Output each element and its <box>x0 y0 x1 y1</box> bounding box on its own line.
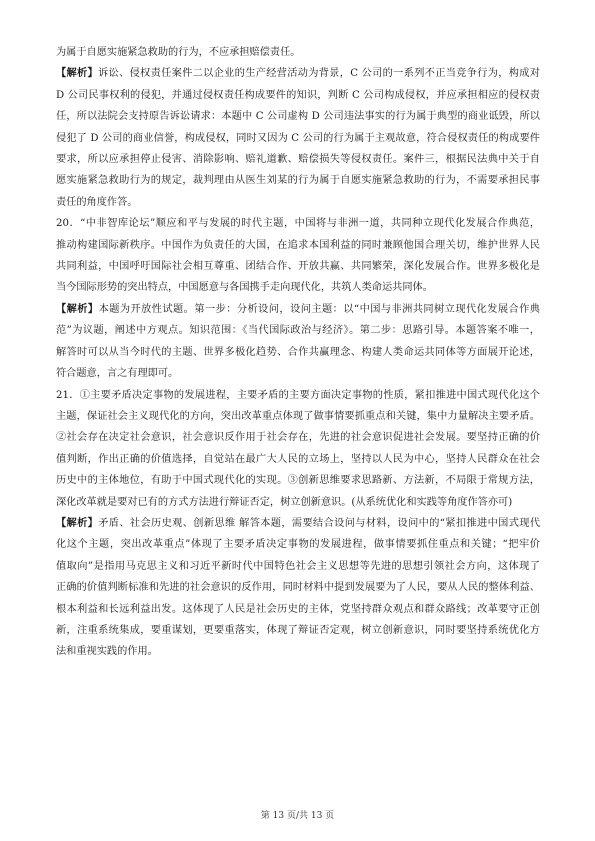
line-text: 侵犯了 D 公司的商业信誉，构成侵权，同时又因为 C 公司的行为属于主观故意，符合侵权责任的构成要件 <box>56 132 540 144</box>
text-line <box>56 534 540 555</box>
line-text: 正确的价值判断标准和先进的社会意识的反作用，同时材料中提到发展要为了人民，要从人民的整体利益、 <box>56 582 540 594</box>
text-line <box>56 170 540 191</box>
text-line <box>56 620 540 641</box>
line-text: 解答时可以从当今时代的主题、世界多极化趋势、合作共赢理念、构建人类命运共同体等方面展开论述， <box>56 346 540 358</box>
text-line <box>56 492 540 513</box>
text-line <box>56 63 540 84</box>
line-text: 主题，保证社会主义现代化的方向，突出改革重点体现了做事情要抓重点和关键，集中力量解决主要矛盾。 <box>56 410 540 422</box>
text-line <box>56 42 540 63</box>
line-text: 任，所以法院会支持原告诉讼请求：本题中 C 公司虚构 D 公司违法事实的行为属于典型的商业诋毁，所以 <box>56 111 540 123</box>
page-footer: 第 13 页/共 13 页 <box>260 811 335 821</box>
paragraph-p18-analysis <box>56 63 540 213</box>
line-text: 20．“中非智库论坛”顺应和平与发展的时代主题，中国将与非洲一道，共同种立现代化发展合作典范， <box>56 218 540 230</box>
text-line <box>56 449 540 470</box>
line-text: 历史中的主体地位，有助于中国式现代化的实现。③创新思维要求思路新、方法新，不局限于常规方法， <box>56 475 540 487</box>
text-line <box>56 342 540 363</box>
line-text: 要求，所以应承担停止侵害、消除影响、赔礼道歉、赔偿损失等侵权责任。案件三，根据民法典中关于自 <box>56 154 540 166</box>
paragraph-p18-end <box>56 42 540 63</box>
text-line <box>56 149 540 170</box>
text-line <box>56 320 540 341</box>
paragraph-q20-answer <box>56 213 540 299</box>
text-line <box>56 106 540 127</box>
line-text: 当今国际形势的突出特点，中国愿意与各国携手走向现代化，共筑人类命运共同体。 <box>56 282 433 294</box>
text-line <box>56 128 540 149</box>
line-text: 愿实施紧急救助行为的规定，裁判理由从医生刘某的行为属于自愿实施紧急救助的行为，不需要承担民事 <box>56 175 540 187</box>
line-text: 根本利益和长远利益出发。这体现了人民是社会历史的主体，党坚持群众观点和群众路线；改革要守正创 <box>56 603 540 615</box>
paragraph-q21-answer <box>56 385 540 513</box>
text-line <box>56 85 540 106</box>
line-text: 法和重视实践的作用。 <box>56 646 158 658</box>
text-line <box>56 363 540 384</box>
line-text: 值取向”是指用马克思主义和习近平新时代中国特色社会主义思想等先进的思想引领社会方向，这体现了 <box>56 560 540 572</box>
line-text: 为属于自愿实施紧急救助的行为，不应承担赔偿责任。 <box>56 47 301 58</box>
line-text: 新，注重系统集成，要重谋划，更要重落实，体现了辩证否定观，树立创新意识，同时要坚持系统优化方 <box>56 624 540 636</box>
line-text: 21．①主要矛盾决定事物的发展进程，主要矛盾的主要方面决定事物的性质，紧扣推进中国式现代化这个 <box>56 389 540 401</box>
line-text: 推动构建国际新秩序。中国作为负责任的大国，在追求本国利益的同时兼顾他国合理关切，维护世界人民 <box>56 239 540 251</box>
line-text: 矛盾、社会历史观、创新思维 解答本题，需要结合设问与材料，设问中的“紧扣推进中国式现代 <box>98 517 540 529</box>
line-text: 责任的角度作答。 <box>56 196 138 208</box>
line-text: 深化改革就是要对已有的方式方法进行辩证否定，树立创新意识。(从系统优化和实践等角度作答亦可) <box>56 496 513 508</box>
text-line <box>56 299 540 320</box>
text-line <box>56 192 540 213</box>
text-line <box>56 406 540 427</box>
text-line <box>56 256 540 277</box>
paragraph-q20-analysis <box>56 299 540 385</box>
text-line <box>56 235 540 256</box>
analysis-tag: 【解析】 <box>56 516 99 529</box>
text-line <box>56 513 540 534</box>
line-text: ②社会存在决定社会意识，社会意识反作用于社会存在，先进的社会意识促进社会发展。要坚持正确的价 <box>56 432 540 444</box>
answer-content <box>56 42 540 663</box>
text-line <box>56 641 540 662</box>
line-text: D 公司民事权利的侵犯，并通过侵权责任构成要件的知识，判断 C 公司构成侵权，并应承担相应的侵权责 <box>56 89 540 101</box>
line-text: 本题为开放性试题。第一步：分析设问，设问主题：以“中国与非洲共同树立现代化发展合作典 <box>98 303 540 315</box>
line-text: 值判断，作出正确的价值选择，自觉站在最广大人民的立场上，坚持以人民为中心，坚持人民群众在社会 <box>56 453 540 465</box>
text-line <box>56 427 540 448</box>
line-text: 范”为议题，阐述中方观点。知识范围：《当代国际政治与经济》。第二步：思路引导。本题答案不唯一， <box>56 325 540 337</box>
analysis-tag: 【解析】 <box>56 67 99 80</box>
text-line <box>56 213 540 234</box>
line-text: 符合题意，言之有理即可。 <box>56 368 179 380</box>
text-line <box>56 577 540 598</box>
text-line <box>56 385 540 406</box>
text-line <box>56 599 540 620</box>
text-line <box>56 277 540 298</box>
text-line <box>56 556 540 577</box>
line-text: 共同利益，中国呼吁国际社会相互尊重、团结合作、开放共赢、共同繁荣，深化发展合作。世界多极化是 <box>56 261 540 273</box>
analysis-tag: 【解析】 <box>56 302 99 315</box>
line-text: 化这个主题，突出改革重点”体现了主要矛盾决定事物的发展进程，做事情要抓住重点和关键；“把牢价 <box>56 539 540 551</box>
paragraph-q21-analysis <box>56 513 540 663</box>
line-text: 诉讼、侵权责任案件二以企业的生产经营活动为背景，C 公司的一系列不正当竞争行为，构成对 <box>98 68 540 80</box>
text-line <box>56 470 540 491</box>
